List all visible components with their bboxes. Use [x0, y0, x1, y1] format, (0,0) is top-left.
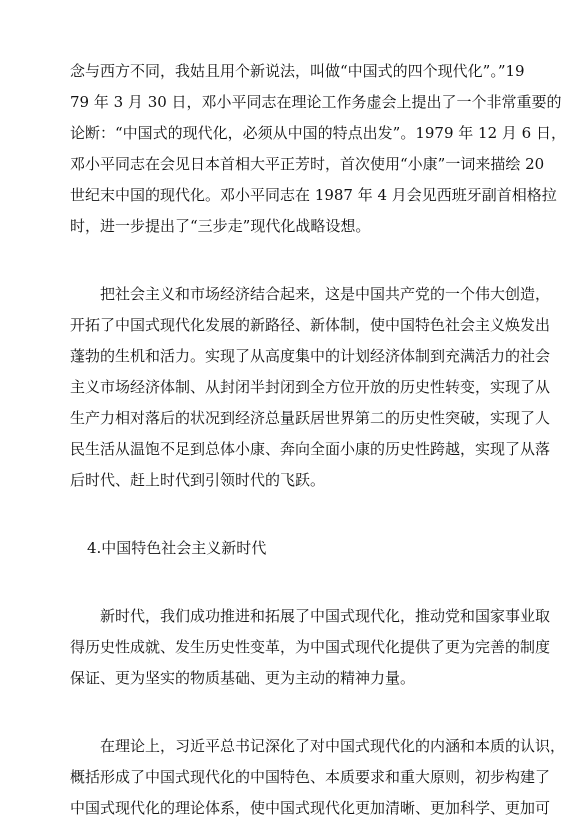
- section-heading-text: 4.中国特色社会主义新时代: [87, 539, 267, 557]
- paragraph-4: [70, 731, 566, 762]
- paragraph-3: [70, 601, 551, 632]
- text-line: 在理论上，习近平总书记深化了对中国式现代化的内涵和本质的认识，: [100, 737, 566, 755]
- paragraph-4-body: [70, 762, 551, 824]
- section-heading: [70, 533, 518, 564]
- text-line: 79 年 3 月 30 日，邓小平同志在理论工作务虚会上提出了一个非常重要的: [70, 93, 562, 111]
- text-line: 时，进一步提出了“三步走”现代化战略设想。: [70, 217, 371, 235]
- paragraph-spacer: [70, 496, 518, 533]
- text-line: 民生活从温饱不足到总体小康、奔向全面小康的历史性跨越，实现了从落: [70, 440, 551, 458]
- text-line: 新时代，我们成功推进和拓展了中国式现代化，推动党和国家事业取: [100, 607, 551, 625]
- text-line: 开拓了中国式现代化发展的新路径、新体制，使中国特色社会主义焕发出: [70, 316, 551, 334]
- document-page: [70, 56, 566, 824]
- text-line: 论断：“中国式的现代化，必须从中国的特点出发”。1979 年 12 月 6 日，: [70, 124, 566, 142]
- paragraph-3-body: [70, 632, 551, 694]
- text-line: 概括形成了中国式现代化的中国特色、本质要求和重大原则，初步构建了: [70, 768, 551, 786]
- paragraph-spacer: [70, 564, 518, 601]
- text-line: 得历史性成就、发生历史性变革，为中国式现代化提供了更为完善的制度: [70, 638, 551, 656]
- text-line: 生产力相对落后的状况到经济总量跃居世界第二的历史性突破，实现了人: [70, 409, 551, 427]
- paragraph-1: [70, 56, 566, 242]
- text-line: 世纪末中国的现代化。邓小平同志在 1987 年 4 月会见西班牙副首相格拉: [70, 186, 557, 204]
- text-line: 保证、更为坚实的物质基础、更为主动的精神力量。: [70, 669, 416, 687]
- text-line: 把社会主义和市场经济结合起来，这是中国共产党的一个伟大创造，: [100, 285, 551, 303]
- text-line: 念与西方不同，我姑且用个新说法，叫做“中国式的四个现代化”。”19: [70, 62, 525, 80]
- paragraph-spacer: [70, 694, 518, 731]
- text-line: 邓小平同志在会见日本首相大平正芳时，首次使用“小康”一词来描绘 20: [70, 155, 545, 173]
- paragraph-spacer: [70, 242, 518, 279]
- text-line: 主义市场经济体制、从封闭半封闭到全方位开放的历史性转变，实现了从: [70, 378, 551, 396]
- text-line: 中国式现代化的理论体系，使中国式现代化更加清晰、更加科学、更加可: [70, 799, 551, 817]
- paragraph-2-body: [70, 310, 551, 496]
- text-line: 后时代、赶上时代到引领时代的飞跃。: [70, 471, 326, 489]
- text-line: 蓬勃的生机和活力。实现了从高度集中的计划经济体制到充满活力的社会: [70, 347, 551, 365]
- paragraph-2: [70, 279, 551, 310]
